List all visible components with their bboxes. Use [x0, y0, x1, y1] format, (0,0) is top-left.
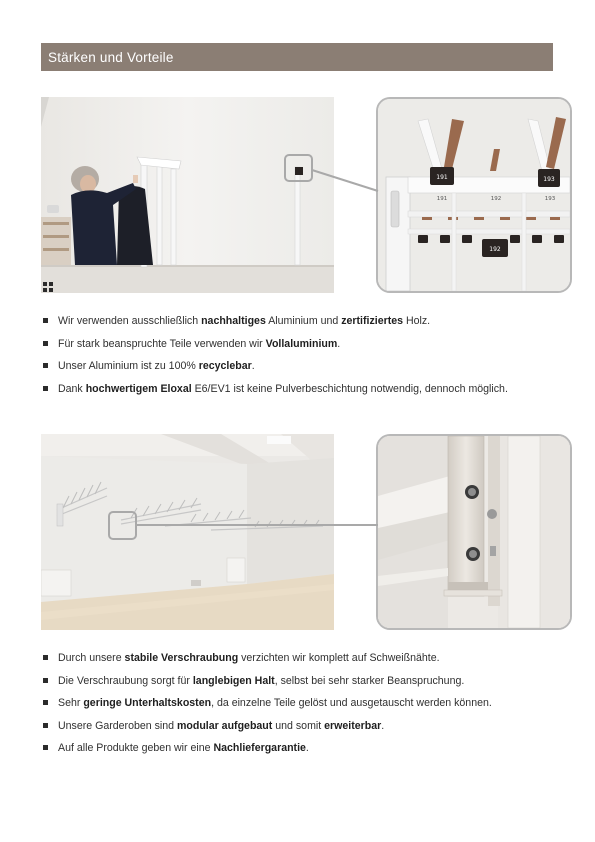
bold-text: Vollaluminium [265, 337, 338, 350]
text: Unser Aluminium ist zu 100% [58, 360, 199, 373]
section-header [41, 43, 553, 71]
bold-text: langlebigen Halt [192, 674, 275, 687]
tag-number: 192 [489, 246, 501, 253]
bar-number: 191 [436, 196, 448, 202]
wall-rack-photo [41, 434, 334, 630]
text: Holz. [403, 315, 431, 327]
bullet-item [43, 314, 508, 328]
text: Für stark beanspruchte Teile verwenden wir [58, 337, 266, 350]
bold-text: recyclebar [198, 360, 252, 373]
text: Wir verwenden ausschließlich [58, 315, 202, 327]
text: . [251, 360, 255, 373]
text: Unsere Garderoben sind [58, 719, 177, 732]
tag-number: 193 [543, 176, 555, 183]
bold-text: hochwertigem Eloxal [85, 383, 192, 396]
text: , selbst bei sehr starker Beanspruchung. [274, 674, 465, 687]
advantages-list-2 [43, 651, 492, 755]
bullet-item [43, 741, 492, 755]
screw-joint-zoom [376, 434, 572, 630]
text: . [305, 742, 309, 754]
text: Sehr [58, 697, 84, 709]
bullet-item [43, 696, 492, 710]
text: . [337, 337, 341, 350]
bullet-item [43, 337, 508, 351]
text: , da einzelne Teile gelöst und ausgetauscht werden können. [211, 697, 492, 709]
bold-text: modular aufgebaut [176, 719, 273, 732]
bar-number: 192 [490, 196, 502, 202]
bullet-item [43, 382, 508, 396]
bullet-item [43, 674, 492, 688]
text: Aluminium und [265, 315, 342, 327]
bold-text: stabile Verschraubung [124, 652, 239, 664]
hook-number-zoom [376, 97, 572, 293]
text: verzichten wir komplett auf Schweißnähte. [238, 652, 440, 664]
bold-text: Nachliefergarantie [213, 742, 306, 754]
bar-number: 193 [544, 196, 556, 202]
text: Durch unsere [58, 652, 125, 664]
tag-number: 191 [436, 174, 448, 181]
text: Die Verschraubung sorgt für [58, 674, 193, 687]
text: Dank [58, 383, 86, 396]
section-title: Stärken und Vorteile [48, 50, 174, 65]
coat-rack-photo-1 [41, 97, 334, 293]
bullet-item [43, 651, 492, 665]
bold-text: zertifiziertes [341, 315, 404, 327]
bold-text: erweiterbar [324, 719, 382, 732]
text: Auf alle Produkte geben wir eine [58, 742, 214, 754]
text: . [381, 719, 385, 732]
bold-text: nachhaltiges [201, 315, 266, 327]
bold-text: geringe Unterhaltskosten [83, 697, 212, 709]
bullet-item [43, 719, 492, 733]
text: E6/EV1 ist keine Pulverbeschichtung notwendig, dennoch möglich. [191, 383, 508, 396]
bullet-item [43, 359, 508, 373]
text: und somit [272, 719, 325, 732]
advantages-list-1 [43, 314, 508, 396]
